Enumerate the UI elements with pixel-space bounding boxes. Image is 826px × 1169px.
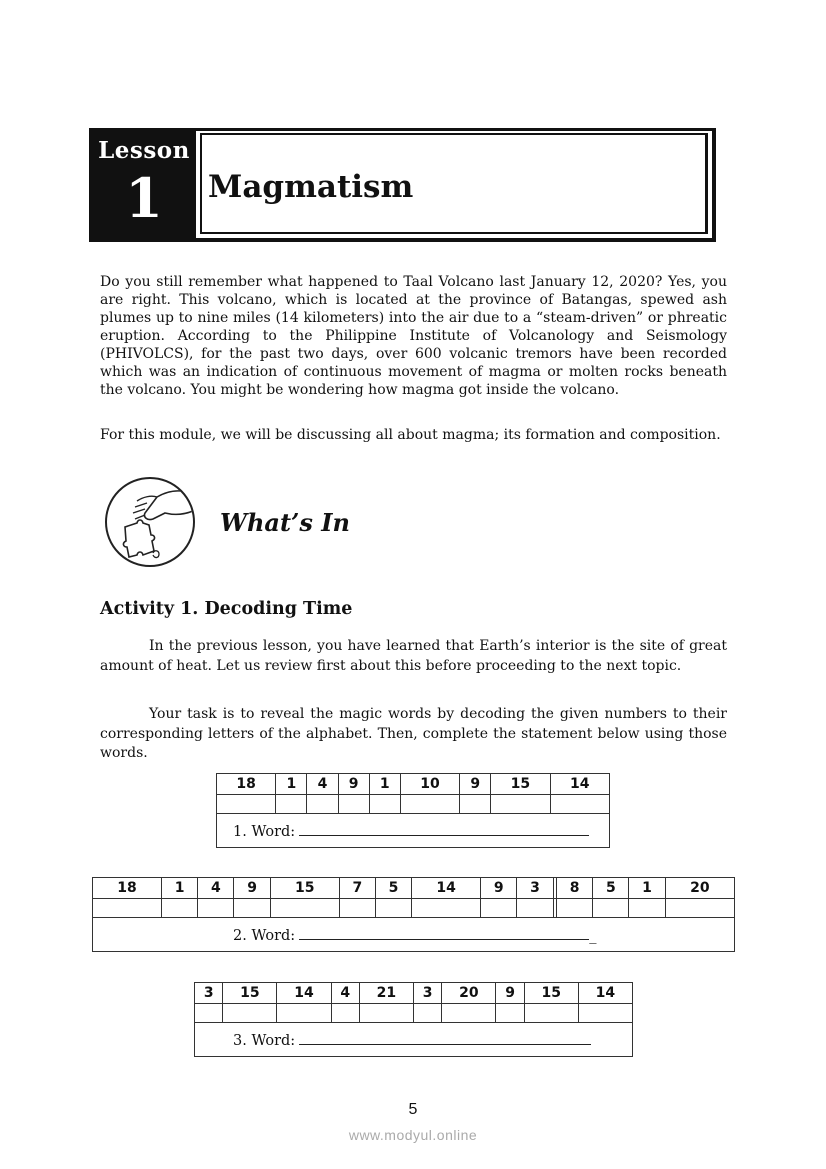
word-label: 2. Word: (233, 928, 296, 944)
letter-blank[interactable] (359, 1004, 413, 1023)
code-cell: 21 (359, 983, 413, 1004)
code-cell: 3 (195, 983, 223, 1004)
word-answer-cell (217, 814, 610, 848)
intro-paragraph-1: Do you still remember what happened to Taal Volcano last January 12, 2020? Yes, you are right. This volcano, which is located at the province of Batangas, spewed ash plumes up to nine miles (14 kilometers) into the air due to a “steam-driven” or phreatic eruption. According to the Philippine Institute of Volcanology and Seismology (PHIVOLCS), for the past two days, over 600 volcanic tremors have been recorded which was an indication of continuous movement of magma or molten rocks beneath the volcano. You might be wondering how magma got inside the volcano. (100, 274, 727, 398)
letter-blank[interactable] (460, 795, 491, 814)
code-cell: 14 (412, 878, 481, 899)
word-answer-line[interactable] (299, 1030, 591, 1045)
code-cell: 9 (234, 878, 270, 899)
word-row (93, 918, 735, 952)
letter-blank[interactable] (369, 795, 400, 814)
letter-blank[interactable] (217, 795, 276, 814)
lesson-banner (89, 128, 716, 242)
letter-blank[interactable] (496, 1004, 524, 1023)
word-answer-line[interactable] (299, 821, 589, 836)
letter-blank[interactable] (375, 899, 411, 918)
letter-blank[interactable] (593, 899, 629, 918)
activity-paragraph-1: In the previous lesson, you have learned that Earth’s interior is the site of great amount of heat. Let us review first about this before proceeding to the next topic. (100, 638, 727, 674)
code-cell: 3 (413, 983, 441, 1004)
letter-blank[interactable] (524, 1004, 578, 1023)
letter-blank[interactable] (270, 899, 339, 918)
code-cell: 15 (223, 983, 277, 1004)
word-row (217, 814, 610, 848)
word-line-trail: _ (589, 928, 597, 944)
watermark: www.modyul.online (348, 1127, 478, 1143)
word-answer-cell (195, 1023, 633, 1057)
decode-table-3 (194, 982, 633, 1057)
letter-blank[interactable] (481, 899, 517, 918)
code-cell: 1 (162, 878, 198, 899)
code-cell: 18 (93, 878, 162, 899)
code-cell: 14 (550, 774, 609, 795)
code-cell: 14 (578, 983, 632, 1004)
letter-blank[interactable] (400, 795, 459, 814)
letter-blank[interactable] (491, 795, 550, 814)
lesson-label: Lesson (98, 137, 190, 164)
answer-row (195, 1004, 633, 1023)
code-cell: 9 (460, 774, 491, 795)
letter-blank[interactable] (307, 795, 338, 814)
code-row (217, 774, 610, 795)
section-heading: What’s In (220, 508, 350, 537)
decode-table-2 (92, 877, 735, 952)
code-cell: 15 (491, 774, 550, 795)
code-cell: 4 (331, 983, 359, 1004)
letter-blank[interactable] (629, 899, 665, 918)
lesson-number: 1 (125, 166, 163, 230)
letter-blank[interactable] (234, 899, 270, 918)
code-cell: 7 (339, 878, 375, 899)
letter-blank[interactable] (413, 1004, 441, 1023)
letter-blank[interactable] (556, 899, 592, 918)
word-label: 3. Word: (233, 1033, 296, 1049)
code-cell: 18 (217, 774, 276, 795)
activity-paragraph-2: Your task is to reveal the magic words by decoding the given numbers to their corresponding letters of the alphabet. Then, complete the statement below using those words. (100, 706, 727, 761)
letter-blank[interactable] (578, 1004, 632, 1023)
letter-blank[interactable] (93, 899, 162, 918)
word-answer-cell (93, 918, 735, 952)
letter-blank[interactable] (162, 899, 198, 918)
letter-blank[interactable] (412, 899, 481, 918)
letter-blank[interactable] (517, 899, 553, 918)
code-cell: 9 (338, 774, 369, 795)
code-cell: 9 (481, 878, 517, 899)
letter-blank[interactable] (223, 1004, 277, 1023)
letter-blank[interactable] (198, 899, 234, 918)
letter-blank[interactable] (277, 1004, 331, 1023)
letter-blank[interactable] (442, 1004, 496, 1023)
code-cell: 1 (276, 774, 307, 795)
lesson-title-box (200, 133, 708, 234)
word-label: 1. Word: (233, 824, 296, 840)
code-cell: 10 (400, 774, 459, 795)
code-cell: 5 (375, 878, 411, 899)
code-cell: 20 (665, 878, 734, 899)
letter-blank[interactable] (339, 899, 375, 918)
letter-blank[interactable] (550, 795, 609, 814)
code-cell: 14 (277, 983, 331, 1004)
code-cell: 15 (524, 983, 578, 1004)
code-row (93, 878, 735, 899)
letter-blank[interactable] (665, 899, 734, 918)
answer-row (217, 795, 610, 814)
code-row (195, 983, 633, 1004)
puzzle-hand-icon (105, 477, 195, 567)
code-cell: 1 (629, 878, 665, 899)
activity-heading: Activity 1. Decoding Time (100, 599, 353, 619)
answer-row (93, 899, 735, 918)
letter-blank[interactable] (276, 795, 307, 814)
lesson-title: Magmatism (208, 169, 414, 205)
letter-blank[interactable] (195, 1004, 223, 1023)
letter-blank[interactable] (338, 795, 369, 814)
intro-paragraph-2: For this module, we will be discussing all about magma; its formation and composition. (100, 427, 721, 443)
code-cell: 5 (593, 878, 629, 899)
code-cell: 20 (442, 983, 496, 1004)
code-cell: 4 (307, 774, 338, 795)
code-cell: 8 (556, 878, 592, 899)
word-row (195, 1023, 633, 1057)
code-cell: 3 (517, 878, 553, 899)
code-cell: 15 (270, 878, 339, 899)
lesson-number-box (92, 131, 196, 238)
code-cell: 1 (369, 774, 400, 795)
code-cell: 4 (198, 878, 234, 899)
word-answer-line[interactable] (299, 925, 589, 940)
letter-blank[interactable] (331, 1004, 359, 1023)
code-cell: 9 (496, 983, 524, 1004)
page-number: 5 (408, 1101, 418, 1118)
decode-table-1 (216, 773, 610, 848)
